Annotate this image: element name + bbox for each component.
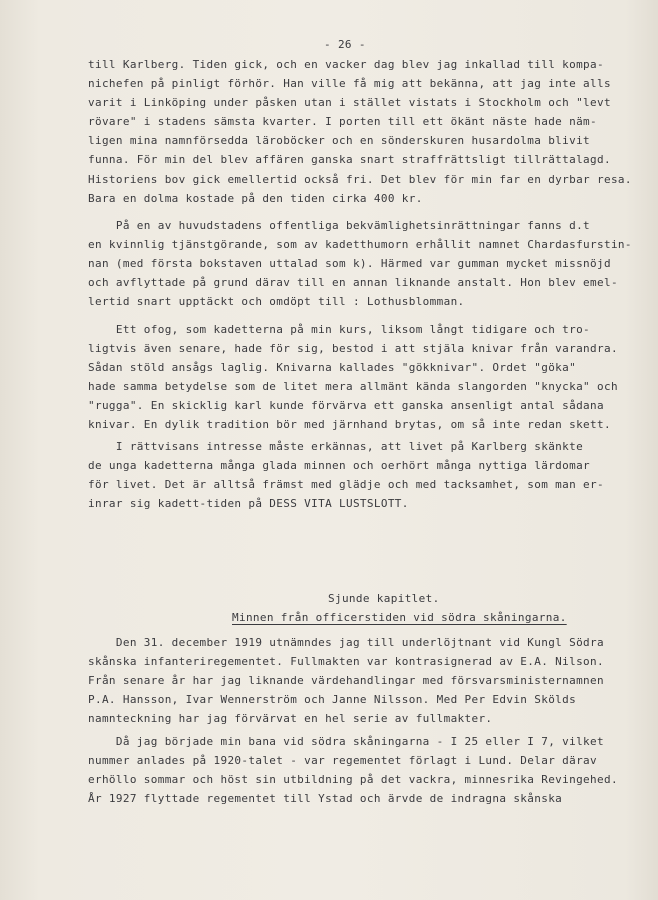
- text-line: hade samma betydelse som de litet mera allmänt kända slangorden "knycka" och: [88, 380, 618, 394]
- text-line: Historiens bov gick emellertid också fri. Det blev för min far en dyrbar resa.: [88, 172, 632, 186]
- text-line: På en av huvudstadens offentliga bekvämlighetsinrättningar fanns d.t: [88, 219, 591, 232]
- text-line: funna. För min del blev affären ganska snart straffrättsligt tillrättalagd.: [88, 153, 611, 167]
- paragraph-karlberg-dolma: [88, 55, 632, 208]
- text-line: till Karlberg. Tiden gick, och en vacker dag blev jag inkallad till kompa-: [88, 58, 604, 71]
- text-line: namnteckning har jag förvärvat en hel serie av fullmakter.: [88, 712, 493, 726]
- section-title: Minnen från officerstiden vid södra skåningarna.: [232, 611, 567, 624]
- text-line: "rugga". En skicklig karl kunde förvärva ett ganska ansenligt antal sådana: [88, 399, 604, 413]
- text-line: knivar. En dylik tradition bör med järnhand brytas, om så inte redan skett.: [88, 418, 611, 432]
- text-line: nummer anlades på 1920-talet - var regementet förlagt i Lund. Delar därav: [88, 754, 597, 768]
- page-number: - 26 -: [324, 38, 366, 51]
- text-line: Då jag började min bana vid södra skåningarna - I 25 eller I 7, vilket: [88, 735, 604, 748]
- paragraph-regementet-lund: [88, 732, 618, 808]
- text-line: År 1927 flyttade regementet till Ystad och ärvde de indragna skånska: [88, 792, 563, 806]
- text-line: de unga kadetterna många glada minnen och oerhört många nyttiga lärdomar: [88, 459, 591, 473]
- text-line: nan (med första bokstaven uttalad som k). Härmed var gumman mycket missnöjd: [88, 257, 611, 271]
- text-line: nichefen på pinligt förhör. Han ville få mig att bekänna, att jag inte alls: [88, 77, 611, 91]
- text-line: Ett ofog, som kadetterna på min kurs, liksom långt tidigare och tro-: [88, 323, 591, 336]
- paragraph-gokknivar: [88, 320, 618, 435]
- text-line: Från senare år har jag liknande värdehandlingar med försvarsministernamnen: [88, 674, 604, 688]
- text-line: lertid snart upptäckt och omdöpt till : Lothusblomman.: [88, 295, 465, 309]
- text-line: en kvinnlig tjänstgörande, som av kadetthumorn erhållit namnet Chardasfurstin-: [88, 238, 632, 252]
- paragraph-chardasfurstinnan: [88, 216, 632, 311]
- paragraph-rattvisans-intresse: [88, 437, 604, 513]
- text-line: rövare" i stadens sämsta kvarter. I porten till ett ökänt näste hade näm-: [88, 115, 597, 129]
- text-line: I rättvisans intresse måste erkännas, att livet på Karlberg skänkte: [88, 440, 584, 453]
- text-line: skånska infanteriregementet. Fullmakten var kontrasignerad av E.A. Nilson.: [88, 655, 604, 669]
- text-line: ligtvis även senare, hade för sig, bestod i att stjäla knivar från varandra.: [88, 342, 618, 356]
- text-line: Sådan stöld ansågs laglig. Knivarna kallades "gökknivar". Ordet "göka": [88, 361, 577, 375]
- chapter-title: Sjunde kapitlet.: [328, 592, 440, 605]
- text-line: Den 31. december 1919 utnämndes jag till underlöjtnant vid Kungl Södra: [88, 636, 604, 649]
- text-line: Bara en dolma kostade på den tiden cirka 400 kr.: [88, 191, 423, 205]
- text-line: P.A. Hansson, Ivar Wennerström och Janne Nilsson. Med Per Edvin Skölds: [88, 693, 577, 707]
- paragraph-underlojtnant: [88, 633, 604, 728]
- text-line: för livet. Det är alltså främst med glädje och med tacksamhet, som man er-: [88, 478, 604, 492]
- text-line: ligen mina namnförsedda läroböcker och en sönderskuren husardolma blivit: [88, 134, 591, 148]
- text-line: varit i Linköping under påsken utan i stället vistats i Stockholm och "levt: [88, 96, 611, 110]
- text-line: och avflyttade på grund därav till en annan liknande anstalt. Hon blev emel-: [88, 276, 618, 290]
- text-line: erhöllo sommar och höst sin utbildning på det vackra, minnesrika Revingehed.: [88, 773, 618, 787]
- text-line: inrar sig kadett-tiden på DESS VITA LUSTSLOTT.: [88, 497, 409, 511]
